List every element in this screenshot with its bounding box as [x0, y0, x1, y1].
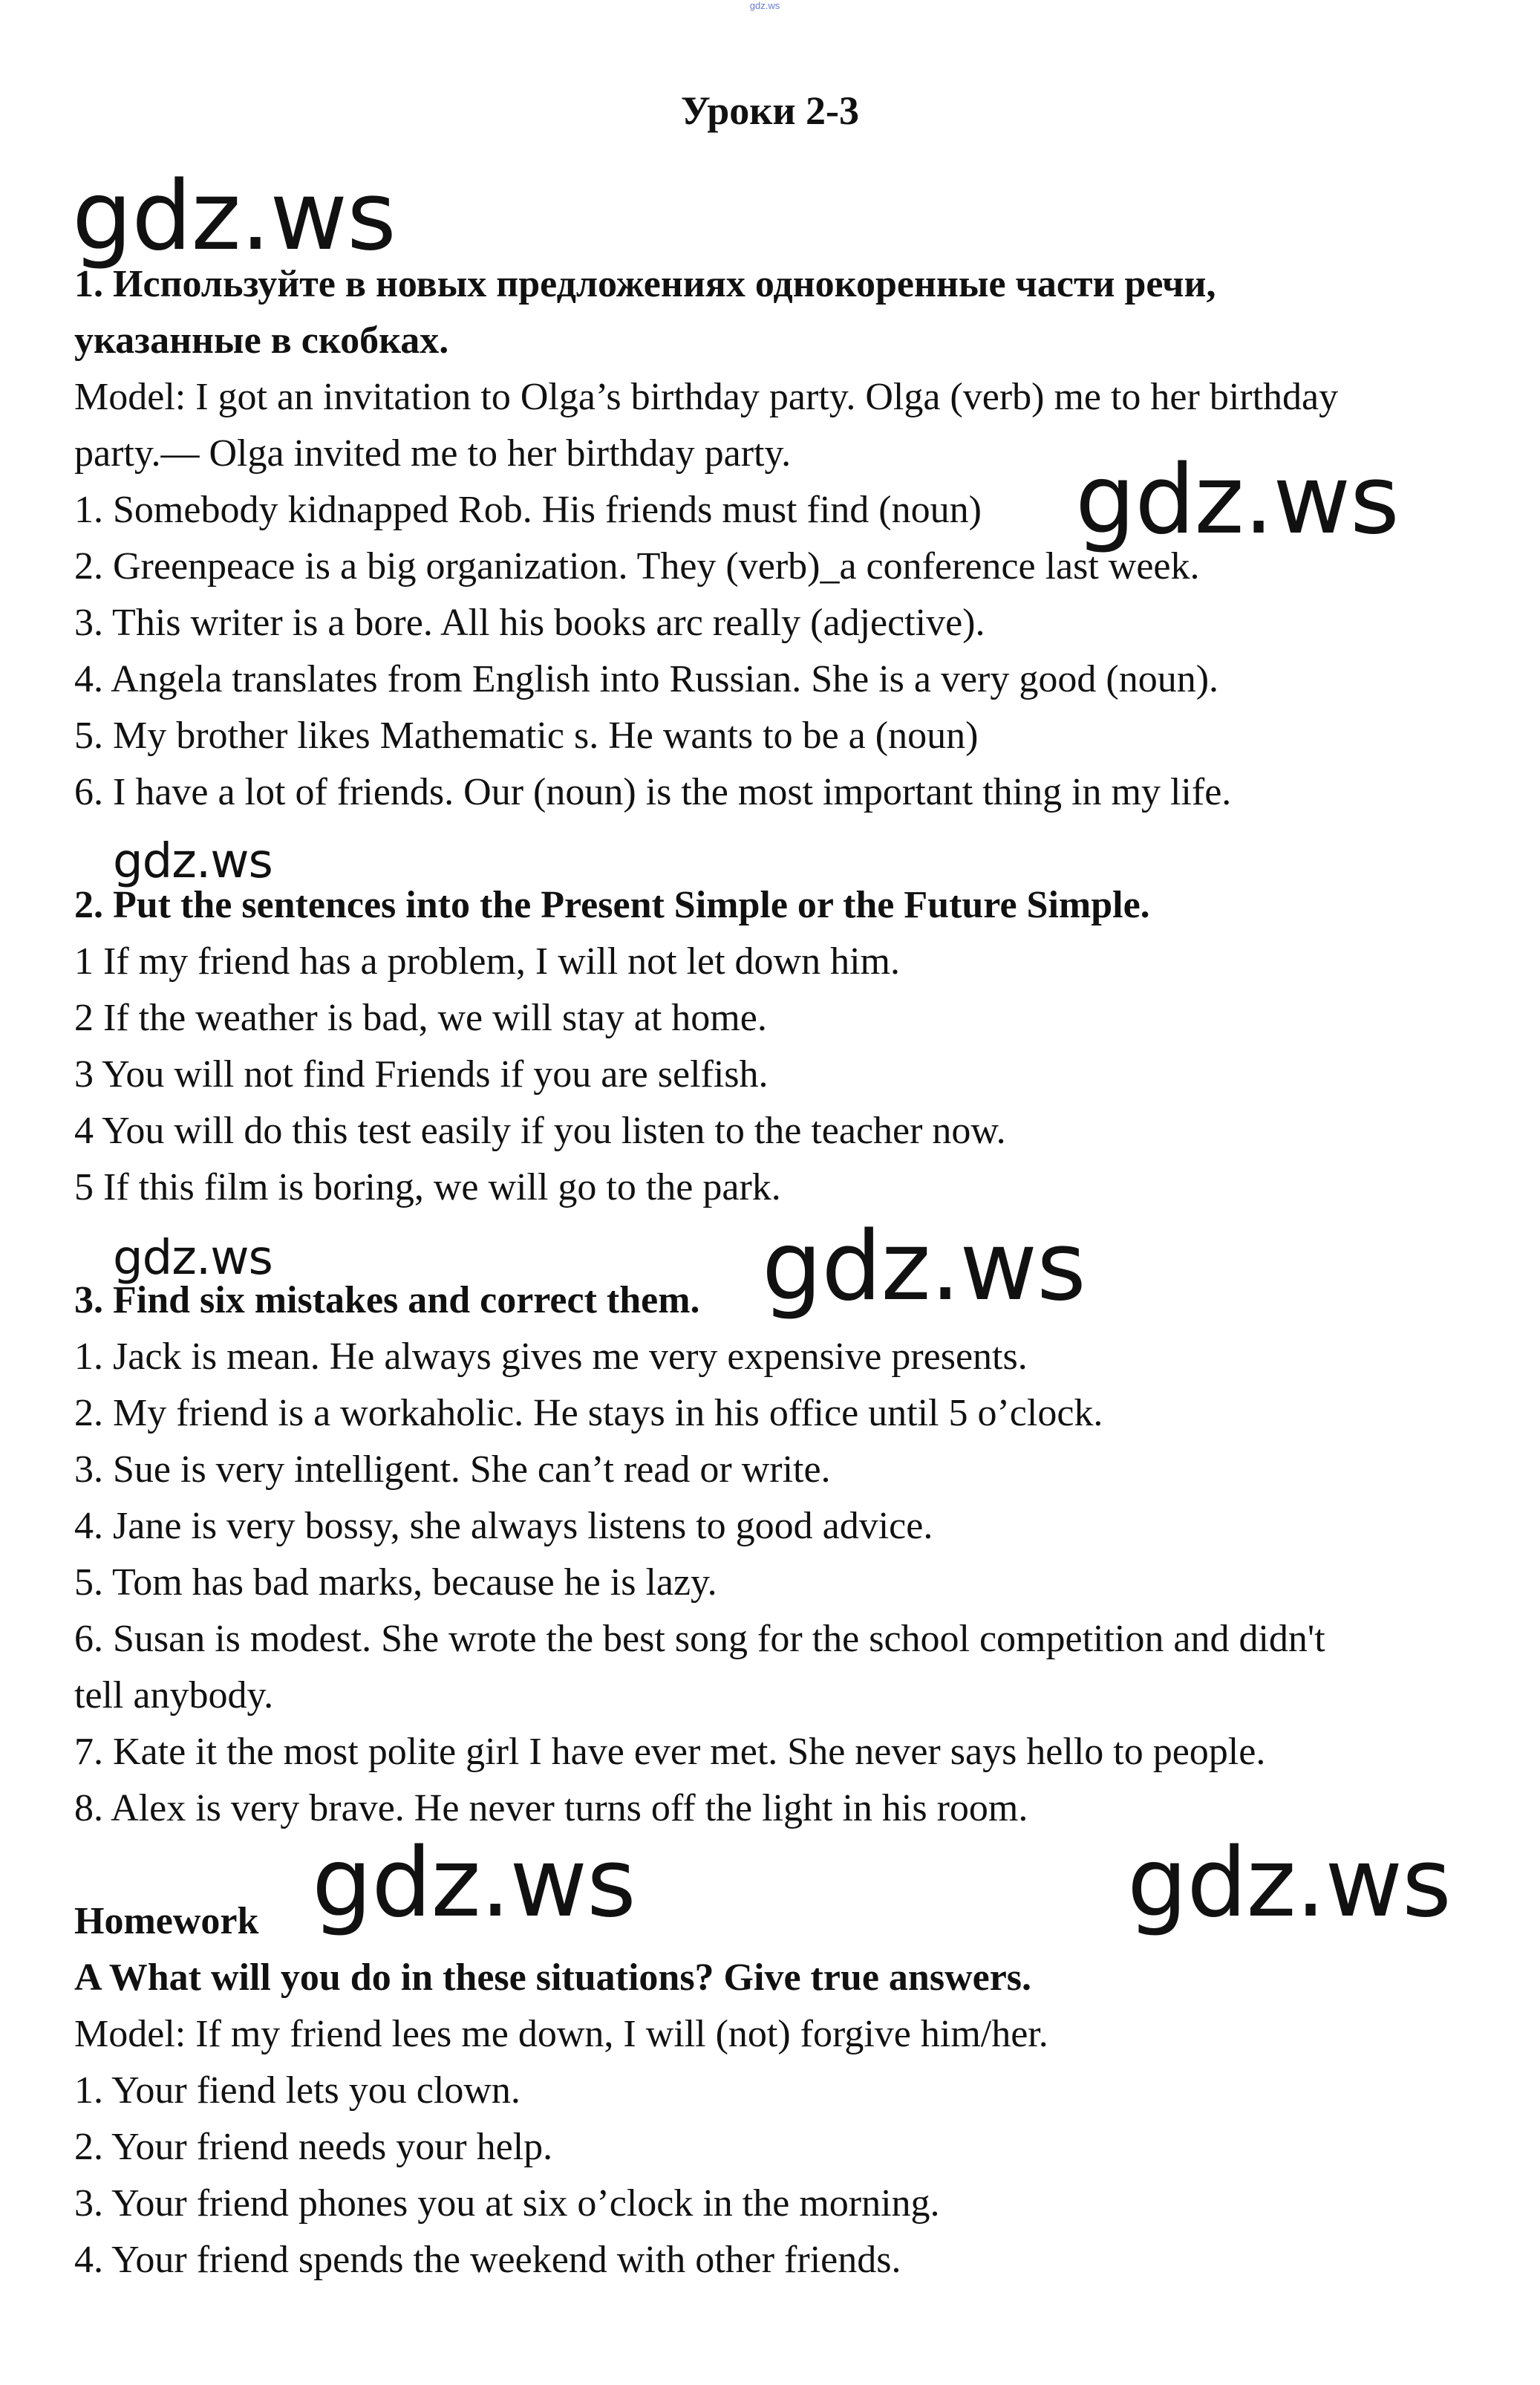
section2-item: 3 You will not find Friends if you are selfish.	[74, 1053, 769, 1096]
watermark: gdz.ws	[1075, 445, 1399, 556]
worksheet-body	[74, 256, 1500, 2288]
section3-item: 8. Alex is very brave. He never turns off the light in his room.	[74, 1787, 1028, 1829]
top-site-mark: gdz.ws	[749, 0, 780, 11]
homework-item: 2. Your friend needs your help.	[74, 2126, 553, 2168]
watermark: gdz.ws	[113, 834, 273, 889]
section3-item: 5. Tom has bad marks, because he is lazy.	[74, 1561, 717, 1604]
section1-model: Model: I got an invitation to Olga’s birthday party. Olga (verb) me to her birthday	[74, 376, 1339, 418]
section1-item: 5. My brother likes Mathematic s. He wants to be a (noun)	[74, 715, 979, 757]
page-title: Уроки 2-3	[681, 88, 859, 133]
section2-item: 2 If the weather is bad, we will stay at home.	[74, 997, 767, 1039]
section1-item: 4. Angela translates from English into Russian. She is a very good (noun).	[74, 658, 1219, 700]
section3-heading: 3. Find six mistakes and correct them.	[74, 1279, 700, 1321]
section1-item: 6. I have a lot of friends. Our (noun) is the most important thing in my life.	[74, 771, 1232, 813]
homework-label: Homework	[74, 1900, 259, 1942]
watermark: gdz.ws	[762, 1211, 1086, 1322]
section1-model-cont: party.— Olga invited me to her birthday party.	[74, 432, 792, 475]
section3-item: 3. Sue is very intelligent. She can’t read or write.	[74, 1448, 831, 1491]
section1-item: 3. This writer is a bore. All his books arc really (adjective).	[74, 602, 985, 644]
section3-item: 1. Jack is mean. He always gives me very expensive presents.	[74, 1335, 1028, 1378]
homework-item: 3. Your friend phones you at six o’clock in the morning.	[74, 2182, 940, 2225]
homework-model: Model: If my friend lees me down, I will (not) forgive him/her.	[74, 2013, 1048, 2055]
section3-item: 2. My friend is a workaholic. He stays in his office until 5 o’clock.	[74, 1392, 1103, 1434]
section3-item: 4. Jane is very bossy, she always listens to good advice.	[74, 1505, 933, 1547]
section1-heading-cont: указанные в скобках.	[74, 319, 449, 362]
watermark: gdz.ws	[1127, 1828, 1451, 1939]
watermark: gdz.ws	[312, 1828, 636, 1939]
section1-heading: 1. Используйте в новых предложениях однокоренные части речи,	[74, 263, 1216, 305]
section2-item: 5 If this film is boring, we will go to the park.	[74, 1166, 781, 1208]
section1-item: 1. Somebody kidnapped Rob. His friends must find (noun)	[74, 489, 982, 531]
section3-item: 7. Kate it the most polite girl I have ever met. She never says hello to people.	[74, 1731, 1266, 1773]
watermark: gdz.ws	[72, 161, 396, 272]
section3-item: 6. Susan is modest. She wrote the best song for the school competition and didn't	[74, 1618, 1325, 1660]
section1-item: 2. Greenpeace is a big organization. They (verb)_a conference last week.	[74, 545, 1200, 588]
homework-item: 1. Your fiend lets you clown.	[74, 2069, 521, 2112]
watermark: gdz.ws	[113, 1231, 273, 1286]
section3-item: tell anybody.	[74, 1674, 274, 1717]
section2-item: 1 If my friend has a problem, I will not let down him.	[74, 940, 901, 983]
homework-item: 4. Your friend spends the weekend with other friends.	[74, 2239, 901, 2281]
section2-heading: 2. Put the sentences into the Present Simple or the Future Simple.	[74, 884, 1150, 926]
homework-heading: A What will you do in these situations? Give true answers.	[74, 1956, 1032, 1999]
section2-item: 4 You will do this test easily if you listen to the teacher now.	[74, 1110, 1006, 1152]
